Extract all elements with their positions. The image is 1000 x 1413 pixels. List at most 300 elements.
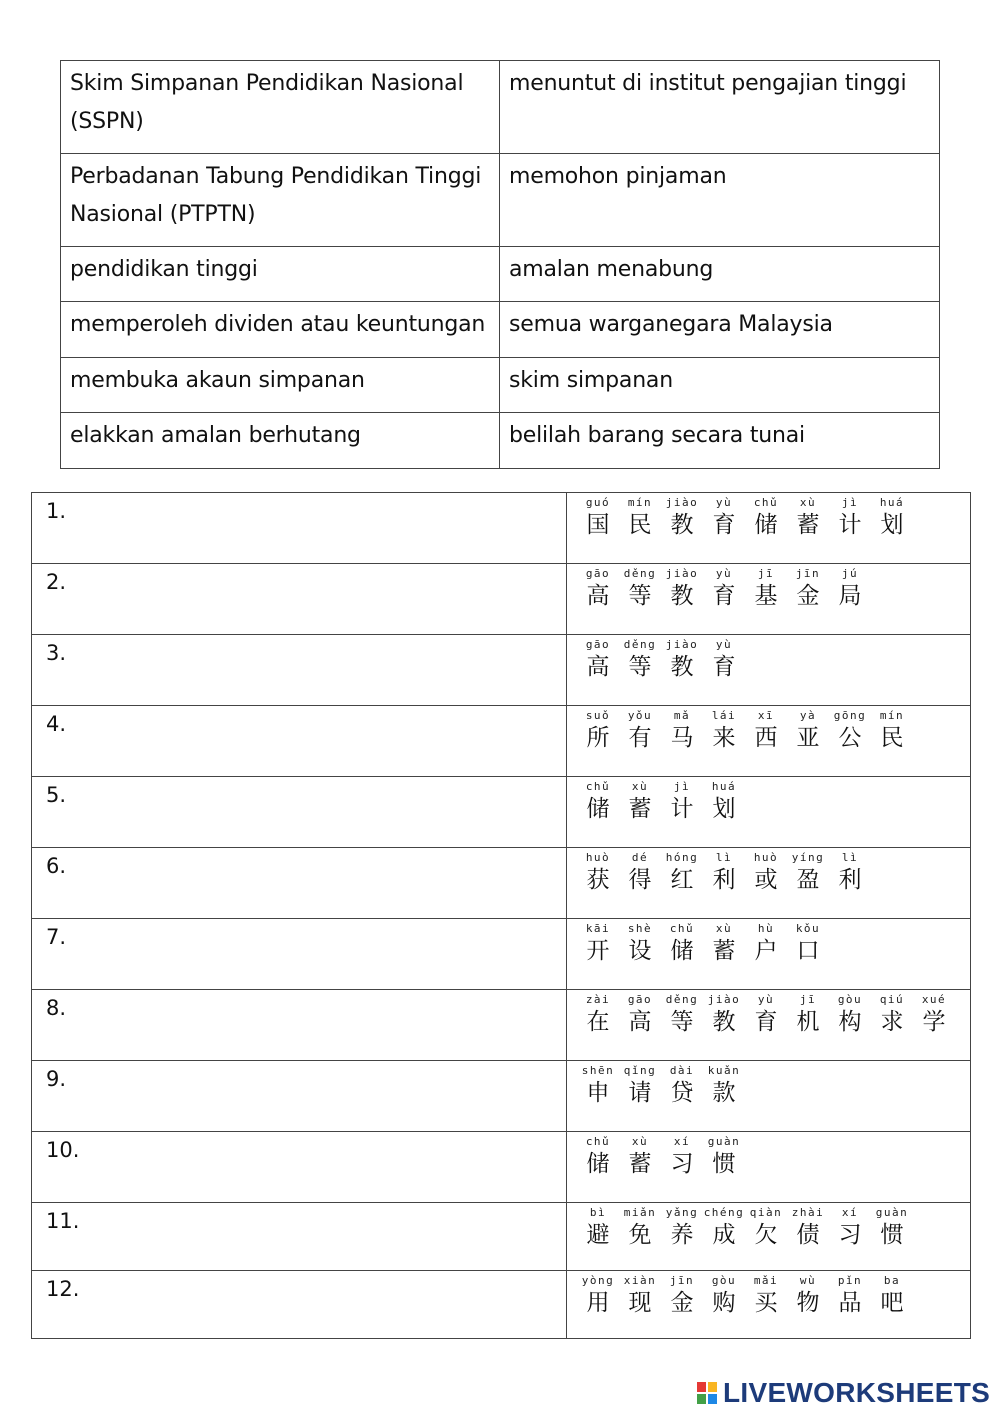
hanzi: 贷	[670, 1080, 694, 1106]
syllable	[661, 780, 703, 824]
pinyin: pǐn	[837, 1274, 863, 1287]
terms-row	[61, 61, 940, 154]
syllable	[661, 1274, 703, 1318]
pinyin: kǒu	[795, 922, 821, 935]
answer-row	[32, 777, 971, 848]
pinyin: chǔ	[585, 1135, 611, 1148]
pinyin: zhài	[791, 1206, 825, 1219]
pinyin: gōng	[833, 709, 867, 722]
terms-row	[61, 358, 940, 413]
syllable	[619, 1135, 661, 1179]
syllable	[577, 567, 619, 611]
pinyin: jiào	[665, 638, 699, 651]
pinyin: jiào	[665, 567, 699, 580]
chinese-phrase-cell	[567, 493, 971, 564]
pinyin: shè	[627, 922, 653, 935]
pinyin: xué	[921, 993, 947, 1006]
hanzi: 避	[586, 1222, 610, 1248]
pinyin: suǒ	[585, 709, 611, 722]
pinyin: xù	[799, 496, 817, 509]
hanzi: 购	[712, 1290, 736, 1316]
syllable	[661, 709, 703, 753]
syllable	[703, 709, 745, 753]
hanzi: 教	[670, 512, 694, 538]
pinyin: yíng	[791, 851, 825, 864]
answer-row	[32, 990, 971, 1061]
syllable	[871, 993, 913, 1037]
answer-cell[interactable]	[32, 706, 567, 777]
hanzi: 构	[838, 1009, 862, 1035]
hanzi: 物	[796, 1290, 820, 1316]
hanzi: 育	[712, 512, 736, 538]
syllable	[787, 1274, 829, 1318]
row-number: 4.	[46, 712, 67, 736]
pinyin: gòu	[711, 1274, 737, 1287]
hanzi: 蓄	[712, 938, 736, 964]
hanzi: 储	[586, 1151, 610, 1177]
syllable	[745, 496, 787, 540]
syllable	[577, 851, 619, 895]
syllable	[787, 1206, 829, 1250]
hanzi: 求	[880, 1009, 904, 1035]
hanzi: 设	[628, 938, 652, 964]
pinyin: huá	[879, 496, 905, 509]
liveworksheets-logo	[697, 1377, 990, 1409]
chinese-phrase-cell	[567, 1271, 971, 1339]
hanzi: 马	[670, 725, 694, 751]
row-number: 3.	[46, 641, 67, 665]
hanzi: 高	[586, 654, 610, 680]
pinyin: xiàn	[623, 1274, 657, 1287]
hanzi: 储	[670, 938, 694, 964]
hanzi: 等	[628, 654, 652, 680]
logo-text: LIVEWORKSHEETS	[723, 1377, 991, 1408]
pinyin: xù	[631, 1135, 649, 1148]
syllable	[829, 496, 871, 540]
syllable	[577, 993, 619, 1037]
pinyin: yù	[715, 638, 733, 651]
pinyin: jú	[841, 567, 859, 580]
hanzi: 在	[586, 1009, 610, 1035]
hanzi: 品	[838, 1290, 862, 1316]
pinyin: chǔ	[753, 496, 779, 509]
hanzi: 买	[754, 1290, 778, 1316]
pinyin: děng	[665, 993, 699, 1006]
syllable	[619, 709, 661, 753]
answer-row	[32, 1132, 971, 1203]
hanzi: 惯	[712, 1151, 736, 1177]
pinyin: xù	[631, 780, 649, 793]
syllable	[703, 1206, 745, 1250]
row-number: 11.	[46, 1209, 80, 1233]
hanzi: 公	[838, 725, 862, 751]
answer-row	[32, 1271, 971, 1339]
answer-row	[32, 919, 971, 990]
syllable	[871, 709, 913, 753]
syllable	[619, 851, 661, 895]
syllable	[619, 567, 661, 611]
hanzi: 学	[922, 1009, 946, 1035]
syllable	[703, 567, 745, 611]
row-number: 10.	[46, 1138, 80, 1162]
syllable	[661, 567, 703, 611]
hanzi: 习	[838, 1222, 862, 1248]
pinyin: jī	[799, 993, 817, 1006]
hanzi: 款	[712, 1080, 736, 1106]
answer-row	[32, 848, 971, 919]
answer-row	[32, 1061, 971, 1132]
answer-cell[interactable]	[32, 564, 567, 635]
terms-table	[60, 60, 940, 469]
syllable	[661, 993, 703, 1037]
syllable	[619, 922, 661, 966]
syllable	[619, 780, 661, 824]
chinese-phrase	[567, 777, 970, 824]
pinyin: jīn	[795, 567, 821, 580]
term-right: amalan menabung	[500, 247, 940, 302]
hanzi: 欠	[754, 1222, 778, 1248]
hanzi: 教	[670, 583, 694, 609]
pinyin: yà	[799, 709, 817, 722]
pinyin: shēn	[581, 1064, 615, 1077]
syllable	[577, 638, 619, 682]
hanzi: 等	[670, 1009, 694, 1035]
row-number: 7.	[46, 925, 67, 949]
syllable	[787, 567, 829, 611]
pinyin: hù	[757, 922, 775, 935]
syllable	[577, 1064, 619, 1108]
chinese-phrase-cell	[567, 706, 971, 777]
hanzi: 惯	[880, 1222, 904, 1248]
chinese-phrase-cell	[567, 777, 971, 848]
hanzi: 教	[712, 1009, 736, 1035]
row-number: 5.	[46, 783, 67, 807]
hanzi: 习	[670, 1151, 694, 1177]
hanzi: 盈	[796, 867, 820, 893]
syllable	[787, 496, 829, 540]
syllable	[787, 851, 829, 895]
hanzi: 申	[586, 1080, 610, 1106]
pinyin: dé	[631, 851, 649, 864]
syllable	[619, 1274, 661, 1318]
syllable	[661, 1064, 703, 1108]
hanzi: 计	[838, 512, 862, 538]
hanzi: 利	[712, 867, 736, 893]
chinese-phrase-cell	[567, 848, 971, 919]
term-left: Skim Simpanan Pendidikan Nasional (SSPN)	[61, 61, 500, 154]
pinyin: yǎng	[665, 1206, 699, 1219]
pinyin: chǔ	[669, 922, 695, 935]
hanzi: 民	[880, 725, 904, 751]
row-number: 9.	[46, 1067, 67, 1091]
hanzi: 育	[712, 654, 736, 680]
pinyin: huò	[585, 851, 611, 864]
pinyin: jì	[673, 780, 691, 793]
hanzi: 免	[628, 1222, 652, 1248]
syllable	[829, 993, 871, 1037]
pinyin: děng	[623, 638, 657, 651]
hanzi: 红	[670, 867, 694, 893]
row-number: 6.	[46, 854, 67, 878]
pinyin: jī	[757, 567, 775, 580]
syllable	[577, 496, 619, 540]
chinese-phrase	[567, 1271, 970, 1318]
hanzi: 计	[670, 796, 694, 822]
terms-row	[61, 413, 940, 469]
term-left: memperoleh dividen atau keuntungan	[61, 302, 500, 358]
syllable	[577, 1206, 619, 1250]
pinyin: yòng	[581, 1274, 615, 1287]
syllable	[871, 1206, 913, 1250]
pinyin: mǎi	[753, 1274, 779, 1287]
syllable	[703, 851, 745, 895]
answer-row	[32, 564, 971, 635]
pinyin: lì	[841, 851, 859, 864]
syllable	[913, 993, 955, 1037]
syllable	[745, 709, 787, 753]
chinese-phrase-cell	[567, 1061, 971, 1132]
chinese-phrase-cell	[567, 1203, 971, 1271]
syllable	[703, 638, 745, 682]
hanzi: 蓄	[628, 1151, 652, 1177]
syllable	[619, 993, 661, 1037]
pinyin: wù	[799, 1274, 817, 1287]
pinyin: mǎ	[673, 709, 691, 722]
hanzi: 教	[670, 654, 694, 680]
pinyin: qǐng	[623, 1064, 657, 1077]
row-number: 8.	[46, 996, 67, 1020]
syllable	[745, 851, 787, 895]
chinese-phrase-cell	[567, 990, 971, 1061]
chinese-phrase	[567, 990, 970, 1037]
term-right: menuntut di institut pengajian tinggi	[500, 61, 940, 154]
hanzi: 请	[628, 1080, 652, 1106]
pinyin: guó	[585, 496, 611, 509]
pinyin: qiú	[879, 993, 905, 1006]
chinese-phrase-cell	[567, 919, 971, 990]
answer-cell[interactable]	[32, 635, 567, 706]
pinyin: dài	[669, 1064, 695, 1077]
hanzi: 现	[628, 1290, 652, 1316]
syllable	[661, 496, 703, 540]
pinyin: qiàn	[749, 1206, 783, 1219]
pinyin: yù	[757, 993, 775, 1006]
pinyin: kāi	[585, 922, 611, 935]
syllable	[703, 1064, 745, 1108]
pinyin: xí	[841, 1206, 859, 1219]
hanzi: 债	[796, 1222, 820, 1248]
syllable	[745, 567, 787, 611]
hanzi: 用	[586, 1290, 610, 1316]
chinese-phrase	[567, 635, 970, 682]
hanzi: 育	[712, 583, 736, 609]
chinese-phrase-cell	[567, 1132, 971, 1203]
chinese-phrase	[567, 564, 970, 611]
answer-cell[interactable]	[32, 1271, 567, 1339]
pinyin: děng	[623, 567, 657, 580]
answer-cell[interactable]	[32, 990, 567, 1061]
syllable	[577, 922, 619, 966]
syllable	[703, 1135, 745, 1179]
pinyin: guàn	[875, 1206, 909, 1219]
syllable	[745, 1206, 787, 1250]
term-right: semua warganegara Malaysia	[500, 302, 940, 358]
term-left: Perbadanan Tabung Pendidikan Tinggi Nasional (PTPTN)	[61, 154, 500, 247]
pinyin: chǔ	[585, 780, 611, 793]
syllable	[829, 567, 871, 611]
hanzi: 户	[754, 938, 778, 964]
liveworksheets-logo-icon	[697, 1381, 719, 1405]
syllable	[745, 1274, 787, 1318]
pinyin: xī	[757, 709, 775, 722]
answer-cell[interactable]	[32, 493, 567, 564]
syllable	[703, 496, 745, 540]
pinyin: jiào	[707, 993, 741, 1006]
term-right: skim simpanan	[500, 358, 940, 413]
pinyin: bì	[589, 1206, 607, 1219]
hanzi: 金	[670, 1290, 694, 1316]
chinese-phrase	[567, 848, 970, 895]
hanzi: 局	[838, 583, 862, 609]
pinyin: mín	[627, 496, 653, 509]
chinese-phrase-cell	[567, 635, 971, 706]
pinyin: yù	[715, 567, 733, 580]
syllable	[787, 709, 829, 753]
syllable	[829, 1206, 871, 1250]
syllable	[577, 780, 619, 824]
syllable	[661, 1135, 703, 1179]
syllable	[703, 780, 745, 824]
pinyin: guàn	[707, 1135, 741, 1148]
hanzi: 蓄	[796, 512, 820, 538]
answer-row	[32, 635, 971, 706]
term-right: memohon pinjaman	[500, 154, 940, 247]
chinese-phrase	[567, 1203, 970, 1250]
pinyin: ba	[883, 1274, 901, 1287]
hanzi: 蓄	[628, 796, 652, 822]
row-number: 12.	[46, 1277, 80, 1301]
syllable	[661, 922, 703, 966]
syllable	[829, 1274, 871, 1318]
pinyin: gāo	[627, 993, 653, 1006]
syllable	[787, 993, 829, 1037]
hanzi: 得	[628, 867, 652, 893]
answer-cell[interactable]	[32, 1203, 567, 1271]
syllable	[619, 638, 661, 682]
syllable	[661, 638, 703, 682]
syllable	[787, 922, 829, 966]
hanzi: 高	[628, 1009, 652, 1035]
chinese-phrase-cell	[567, 564, 971, 635]
syllable	[619, 1064, 661, 1108]
answer-cell[interactable]	[32, 1132, 567, 1203]
answer-row	[32, 706, 971, 777]
syllable	[577, 709, 619, 753]
pinyin: mín	[879, 709, 905, 722]
hanzi: 开	[586, 938, 610, 964]
pinyin: hóng	[665, 851, 699, 864]
hanzi: 民	[628, 512, 652, 538]
hanzi: 口	[796, 938, 820, 964]
pinyin: yǒu	[627, 709, 653, 722]
syllable	[703, 1274, 745, 1318]
hanzi: 育	[754, 1009, 778, 1035]
hanzi: 储	[586, 796, 610, 822]
terms-row	[61, 302, 940, 358]
pinyin: gāo	[585, 638, 611, 651]
syllable	[703, 922, 745, 966]
chinese-phrase	[567, 493, 970, 540]
pinyin: jīn	[669, 1274, 695, 1287]
hanzi: 养	[670, 1222, 694, 1248]
syllable	[829, 851, 871, 895]
answer-cell[interactable]	[32, 1061, 567, 1132]
hanzi: 所	[586, 725, 610, 751]
syllable	[829, 709, 871, 753]
hanzi: 基	[754, 583, 778, 609]
hanzi: 等	[628, 583, 652, 609]
term-right: belilah barang secara tunai	[500, 413, 940, 469]
syllable	[661, 851, 703, 895]
hanzi: 西	[754, 725, 778, 751]
hanzi: 国	[586, 512, 610, 538]
pinyin: huá	[711, 780, 737, 793]
hanzi: 机	[796, 1009, 820, 1035]
pinyin: lì	[715, 851, 733, 864]
syllable	[703, 993, 745, 1037]
pinyin: xí	[673, 1135, 691, 1148]
hanzi: 利	[838, 867, 862, 893]
chinese-phrase	[567, 706, 970, 753]
hanzi: 亚	[796, 725, 820, 751]
answer-row	[32, 1203, 971, 1271]
hanzi: 有	[628, 725, 652, 751]
pinyin: xù	[715, 922, 733, 935]
syllable	[871, 1274, 913, 1318]
pinyin: gòu	[837, 993, 863, 1006]
pinyin: chéng	[703, 1206, 745, 1219]
answer-cell[interactable]	[32, 777, 567, 848]
term-left: elakkan amalan berhutang	[61, 413, 500, 469]
pinyin: huò	[753, 851, 779, 864]
hanzi: 或	[754, 867, 778, 893]
answer-row	[32, 493, 971, 564]
hanzi: 来	[712, 725, 736, 751]
terms-row	[61, 154, 940, 247]
row-number: 1.	[46, 499, 67, 523]
chinese-phrase	[567, 1132, 970, 1179]
hanzi: 成	[712, 1222, 736, 1248]
syllable	[745, 993, 787, 1037]
hanzi: 划	[880, 512, 904, 538]
syllable	[577, 1135, 619, 1179]
term-left: membuka akaun simpanan	[61, 358, 500, 413]
hanzi: 划	[712, 796, 736, 822]
pinyin: jì	[841, 496, 859, 509]
pinyin: kuǎn	[707, 1064, 741, 1077]
answer-cell[interactable]	[32, 919, 567, 990]
pinyin: gāo	[585, 567, 611, 580]
pinyin: yù	[715, 496, 733, 509]
pinyin: zài	[585, 993, 611, 1006]
syllable	[871, 496, 913, 540]
answer-cell[interactable]	[32, 848, 567, 919]
hanzi: 获	[586, 867, 610, 893]
term-left: pendidikan tinggi	[61, 247, 500, 302]
syllable	[661, 1206, 703, 1250]
syllable	[619, 496, 661, 540]
terms-row	[61, 247, 940, 302]
